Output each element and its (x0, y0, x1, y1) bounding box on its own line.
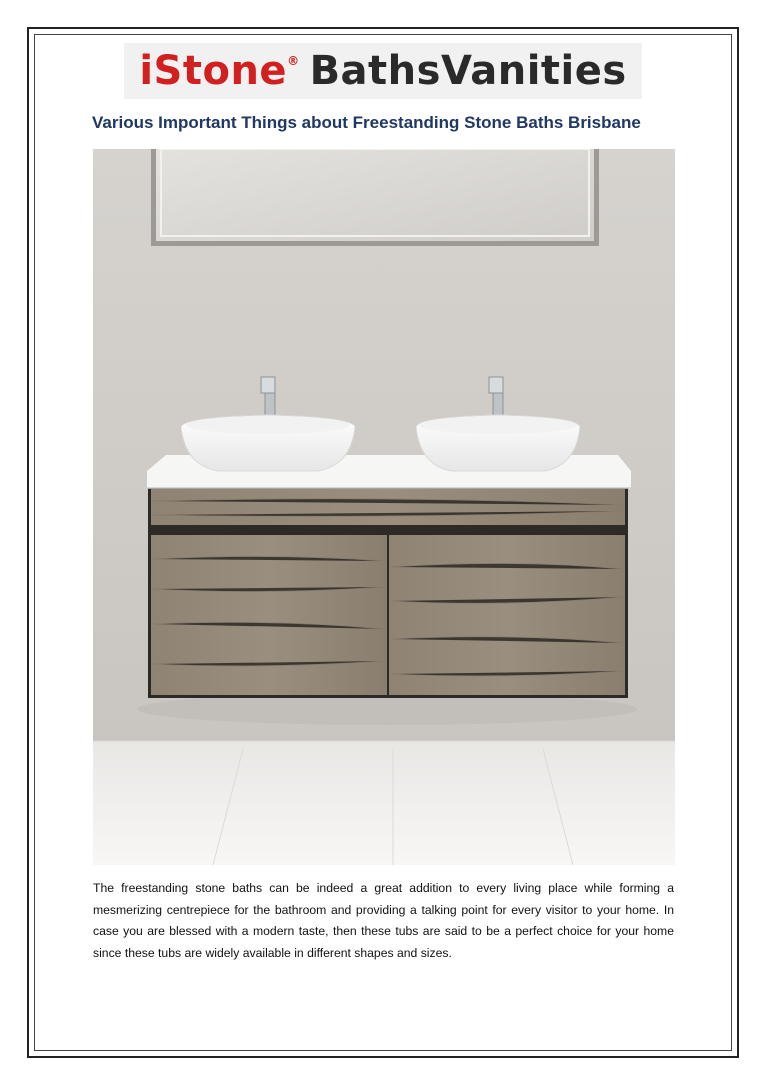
logo-text-bathsvanities: BathsVanities (309, 48, 627, 94)
mirror (151, 149, 599, 246)
bathroom-vanity-photo (93, 149, 675, 865)
cabinet-door-right (389, 535, 625, 695)
body-paragraph: The freestanding stone baths can be indeed a great addition to every living place while forming a mesmerizing centrepiece for the bathroom and providing a talking point for every visitor to your home. In case you are blessed with a modern taste, then these tubs are said to be a perfect choice for your home since these tubs are widely available in different shapes and sizes. (93, 881, 674, 960)
vanity-cabinet (148, 485, 628, 698)
floor (93, 741, 675, 865)
document-title: Various Important Things about Freestanding Stone Baths Brisbane (92, 113, 641, 132)
logo-registered-mark: ® (287, 54, 300, 68)
basin-right (416, 415, 580, 471)
logo-text-istone: iStone (139, 48, 288, 94)
basin-left (181, 415, 355, 471)
brand-logo (124, 43, 642, 99)
